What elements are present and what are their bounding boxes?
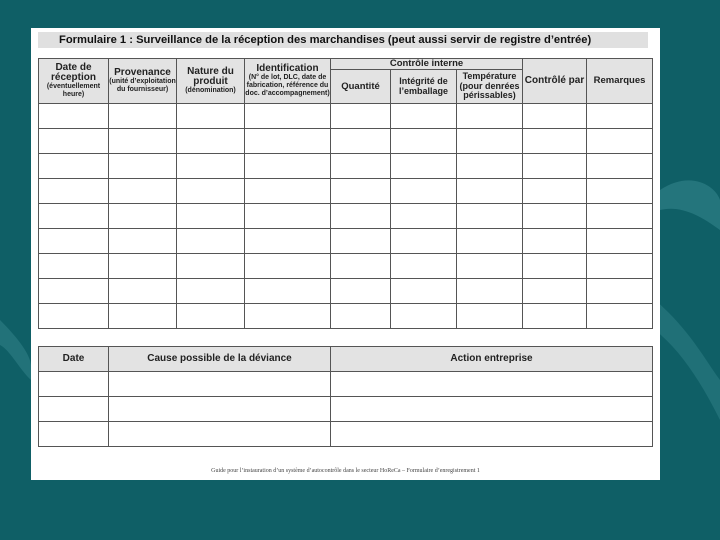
table-cell[interactable] <box>245 104 331 129</box>
table-row <box>39 304 653 329</box>
table-row <box>39 129 653 154</box>
table-cell[interactable] <box>523 204 587 229</box>
table-cell[interactable] <box>109 372 331 397</box>
table-cell[interactable] <box>39 229 109 254</box>
table-cell[interactable] <box>391 304 457 329</box>
header-identification: Identification (N° de lot, DLC, date de fabrication, référence du doc. d’accompagnement) <box>245 59 331 104</box>
table-cell[interactable] <box>177 204 245 229</box>
table-row <box>39 372 653 397</box>
table-cell[interactable] <box>245 154 331 179</box>
table-cell[interactable] <box>177 304 245 329</box>
table-cell[interactable] <box>391 179 457 204</box>
table-cell[interactable] <box>331 179 391 204</box>
table-cell[interactable] <box>457 129 523 154</box>
table-cell[interactable] <box>39 179 109 204</box>
table-cell[interactable] <box>331 154 391 179</box>
table-cell[interactable] <box>177 129 245 154</box>
table-row <box>39 279 653 304</box>
table-cell[interactable] <box>587 154 653 179</box>
table-cell[interactable] <box>523 254 587 279</box>
footer-note: Guide pour l’instauration d’un système d’autocontrôle dans le secteur HoReCa – Formulaire d’enregistrement 1 <box>211 468 480 474</box>
table-cell[interactable] <box>331 229 391 254</box>
table-cell[interactable] <box>331 279 391 304</box>
table-cell[interactable] <box>391 204 457 229</box>
table-cell[interactable] <box>245 229 331 254</box>
table-cell[interactable] <box>457 154 523 179</box>
header-remarques: Remarques <box>587 59 653 104</box>
table-row <box>39 179 653 204</box>
table-cell[interactable] <box>39 204 109 229</box>
table-cell[interactable] <box>587 129 653 154</box>
header-controle-interne: Contrôle interne <box>331 59 523 70</box>
table-cell[interactable] <box>587 204 653 229</box>
table-cell[interactable] <box>587 104 653 129</box>
table-cell[interactable] <box>109 422 331 447</box>
table-cell[interactable] <box>587 304 653 329</box>
table-cell[interactable] <box>457 304 523 329</box>
table-cell[interactable] <box>523 179 587 204</box>
header-provenance: Provenance (unité d’exploitation du fournisseur) <box>109 59 177 104</box>
table-cell[interactable] <box>177 154 245 179</box>
table-cell[interactable] <box>391 129 457 154</box>
table-cell[interactable] <box>523 104 587 129</box>
header-controle-par: Contrôlé par <box>523 59 587 104</box>
table-row <box>39 422 653 447</box>
table-cell[interactable] <box>109 129 177 154</box>
table-cell[interactable] <box>331 129 391 154</box>
header-nature-produit: Nature du produit (dénomination) <box>177 59 245 104</box>
table-cell[interactable] <box>523 129 587 154</box>
deviance-table <box>38 346 653 447</box>
table-cell[interactable] <box>587 279 653 304</box>
table-cell[interactable] <box>391 229 457 254</box>
table-cell[interactable] <box>245 254 331 279</box>
table-cell[interactable] <box>109 229 177 254</box>
table-cell[interactable] <box>109 397 331 422</box>
table-cell[interactable] <box>331 104 391 129</box>
reception-table-body <box>39 104 653 329</box>
table-row <box>39 204 653 229</box>
table-cell[interactable] <box>457 179 523 204</box>
table-cell[interactable] <box>457 254 523 279</box>
table-cell[interactable] <box>331 397 653 422</box>
table-cell[interactable] <box>109 154 177 179</box>
table-cell[interactable] <box>523 304 587 329</box>
header-cause-deviance: Cause possible de la déviance <box>109 347 331 372</box>
reception-table <box>38 58 653 329</box>
table-cell[interactable] <box>457 104 523 129</box>
table-cell[interactable] <box>457 204 523 229</box>
table-cell[interactable] <box>39 279 109 304</box>
table-cell[interactable] <box>523 154 587 179</box>
form-page <box>31 28 660 480</box>
table-cell[interactable] <box>39 397 109 422</box>
header-date: Date <box>39 347 109 372</box>
table-cell[interactable] <box>109 279 177 304</box>
table-cell[interactable] <box>177 279 245 304</box>
table-cell[interactable] <box>587 179 653 204</box>
table-row <box>39 397 653 422</box>
table-cell[interactable] <box>331 422 653 447</box>
table-cell[interactable] <box>457 229 523 254</box>
table-cell[interactable] <box>523 229 587 254</box>
table-cell[interactable] <box>457 279 523 304</box>
table-cell[interactable] <box>177 229 245 254</box>
table-cell[interactable] <box>391 279 457 304</box>
table-cell[interactable] <box>331 304 391 329</box>
table-cell[interactable] <box>331 204 391 229</box>
table-cell[interactable] <box>391 154 457 179</box>
header-date-reception: Date de réception (éventuellement heure) <box>39 59 109 104</box>
table-row <box>39 254 653 279</box>
table-cell[interactable] <box>245 129 331 154</box>
table-cell[interactable] <box>587 254 653 279</box>
table-cell[interactable] <box>39 372 109 397</box>
table-cell[interactable] <box>39 254 109 279</box>
table-cell[interactable] <box>331 254 391 279</box>
table-cell[interactable] <box>109 304 177 329</box>
table-cell[interactable] <box>245 304 331 329</box>
table-row <box>39 154 653 179</box>
table-cell[interactable] <box>39 154 109 179</box>
table-cell[interactable] <box>177 104 245 129</box>
header-temperature: Température (pour denrées périssables) <box>457 70 523 104</box>
table-cell[interactable] <box>391 104 457 129</box>
table-cell[interactable] <box>331 372 653 397</box>
table-cell[interactable] <box>109 204 177 229</box>
table-cell[interactable] <box>109 254 177 279</box>
deviance-table-body <box>39 372 653 447</box>
table-cell[interactable] <box>109 104 177 129</box>
table-cell[interactable] <box>109 179 177 204</box>
table-cell[interactable] <box>177 254 245 279</box>
table-cell[interactable] <box>39 104 109 129</box>
header-action-entreprise: Action entreprise <box>331 347 653 372</box>
table-cell[interactable] <box>391 254 457 279</box>
table-cell[interactable] <box>177 179 245 204</box>
table-row <box>39 229 653 254</box>
table-cell[interactable] <box>587 229 653 254</box>
form-title: Formulaire 1 : Surveillance de la réception des marchandises (peut aussi servir de registre d’entrée) <box>38 32 648 48</box>
header-integrite-emballage: Intégrité de l’emballage <box>391 70 457 104</box>
header-quantite: Quantité <box>331 70 391 104</box>
table-cell[interactable] <box>523 279 587 304</box>
table-row <box>39 104 653 129</box>
table-cell[interactable] <box>245 179 331 204</box>
table-cell[interactable] <box>39 129 109 154</box>
table-cell[interactable] <box>245 204 331 229</box>
table-cell[interactable] <box>39 304 109 329</box>
table-cell[interactable] <box>245 279 331 304</box>
table-cell[interactable] <box>39 422 109 447</box>
